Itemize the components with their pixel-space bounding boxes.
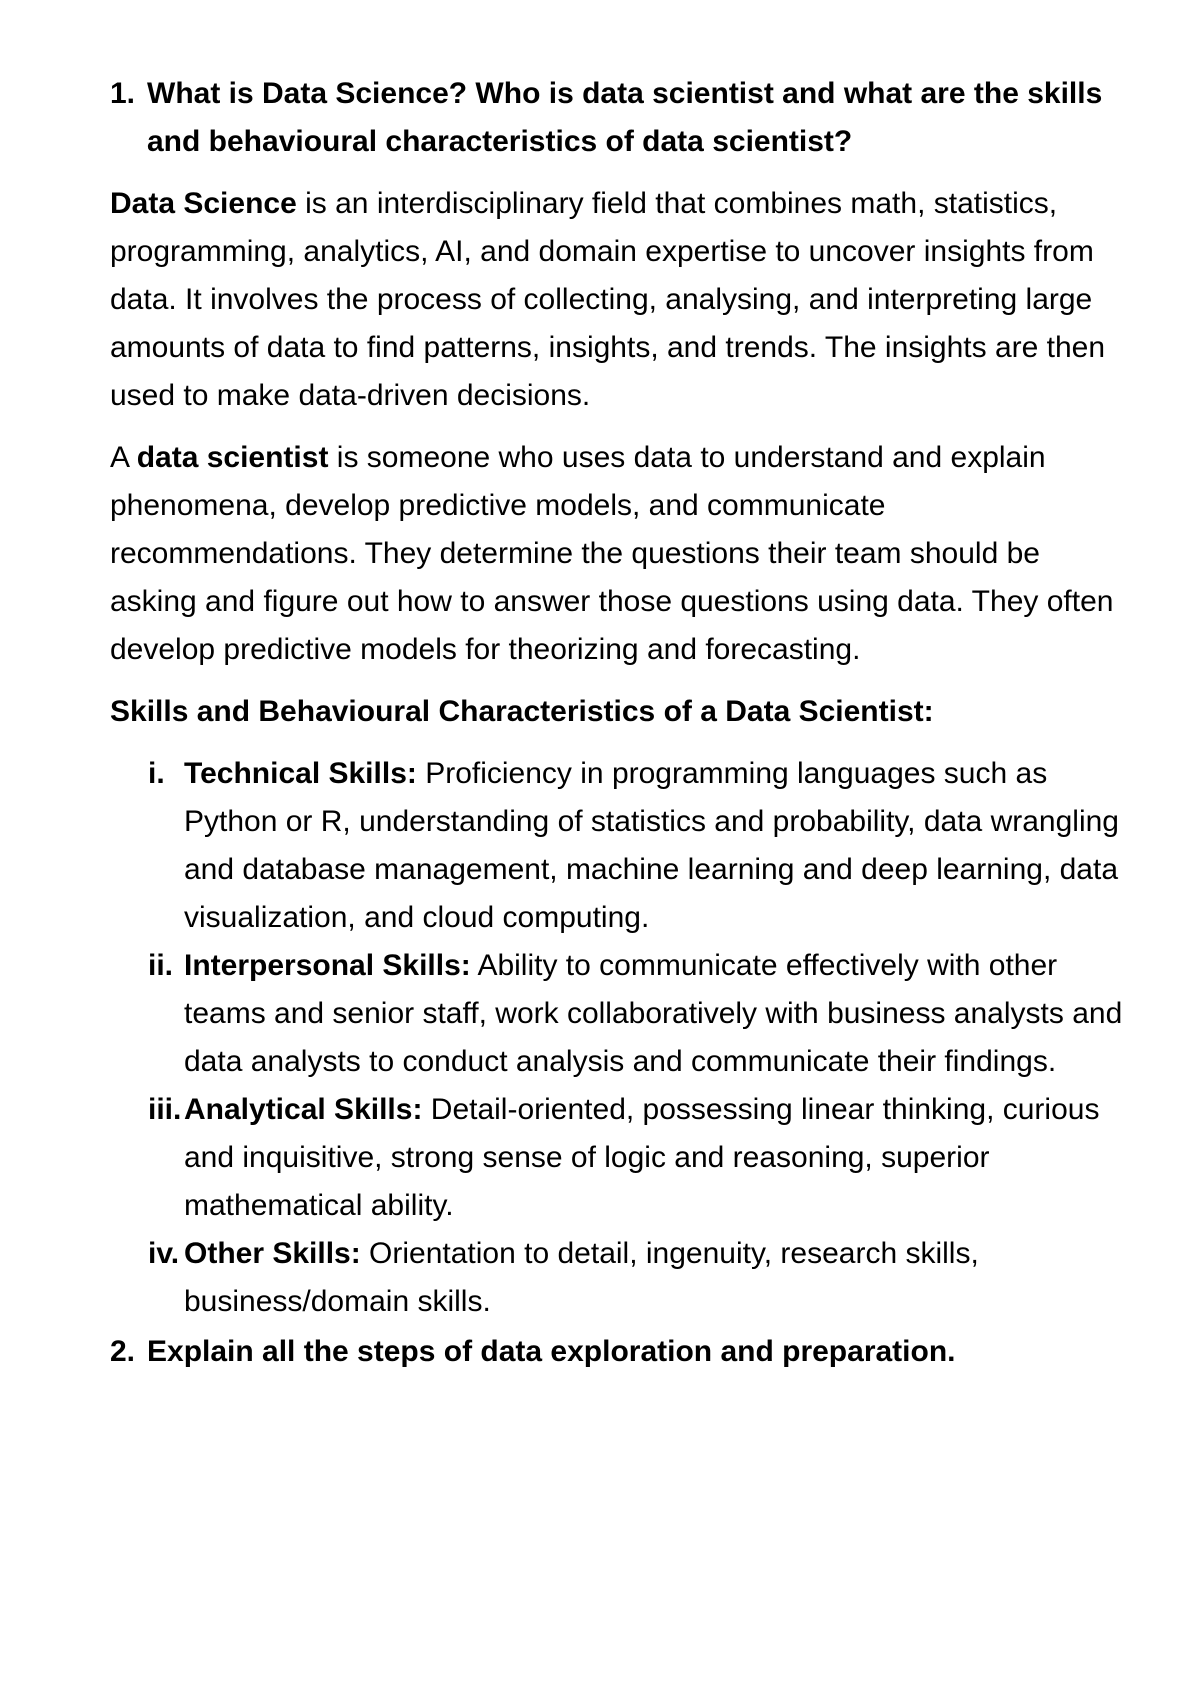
question-text: Explain all the steps of data exploration and preparation.	[147, 1335, 956, 1368]
term-data-science: Data Science	[110, 187, 297, 220]
article: A	[110, 441, 137, 474]
skill-title: Other Skills:	[184, 1237, 361, 1270]
skills-list	[110, 750, 1130, 1326]
list-marker: ii.	[148, 949, 174, 982]
list-marker: iii.	[148, 1093, 182, 1126]
question-number: 2.	[110, 1335, 136, 1368]
list-item	[110, 1086, 1130, 1230]
skill-text: Orientation to detail, ingenuity, research skills, business/domain skills.	[184, 1237, 979, 1318]
data-science-definition	[110, 180, 1130, 420]
question-text: What is Data Science? Who is data scientist and what are the skills and behavioural characteristics of data scientist?	[147, 77, 1103, 158]
list-marker: iv.	[148, 1237, 180, 1270]
skills-heading: Skills and Behavioural Characteristics of a Data Scientist:	[110, 695, 934, 728]
list-item	[110, 1230, 1130, 1326]
list-item	[110, 750, 1130, 942]
list-marker: i.	[148, 757, 165, 790]
term-data-scientist: data scientist	[136, 441, 329, 474]
question-2-heading	[110, 1328, 1130, 1376]
skill-title: Interpersonal Skills:	[184, 949, 471, 982]
skill-text: Detail-oriented, possessing linear thinking, curious and inquisitive, strong sense of logic and reasoning, superior mathematical ability.	[184, 1093, 1100, 1222]
skill-text: Proficiency in programming languages such as Python or R, understanding of statistics and probability, data wrangling and database management, machine learning and deep learning, data visualization, and cloud computing.	[184, 757, 1119, 934]
data-scientist-definition	[110, 434, 1130, 674]
definition-text: is someone who uses data to understand and explain phenomena, develop predictive models, and communicate recommendations. They determine the questions their team should be asking and figure out how to answer those questions using data. They often develop predictive models for theorizing and forecasting.	[110, 441, 1114, 666]
skill-title: Analytical Skills:	[184, 1093, 423, 1126]
list-item	[110, 942, 1130, 1086]
skill-text: Ability to communicate effectively with other teams and senior staff, work collaboratively with business analysts and data analysts to conduct analysis and communicate their findings.	[184, 949, 1123, 1078]
definition-text: is an interdisciplinary field that combines math, statistics, programming, analytics, AI, and domain expertise to uncover insights from data. It involves the process of collecting, analysing, and interpreting large amounts of data to find patterns, insights, and trends. The insights are then used to make data-driven decisions.	[110, 187, 1106, 412]
question-number: 1.	[110, 77, 136, 110]
document-page	[110, 70, 1130, 1390]
question-1-heading	[110, 70, 1130, 166]
skill-title: Technical Skills:	[184, 757, 417, 790]
